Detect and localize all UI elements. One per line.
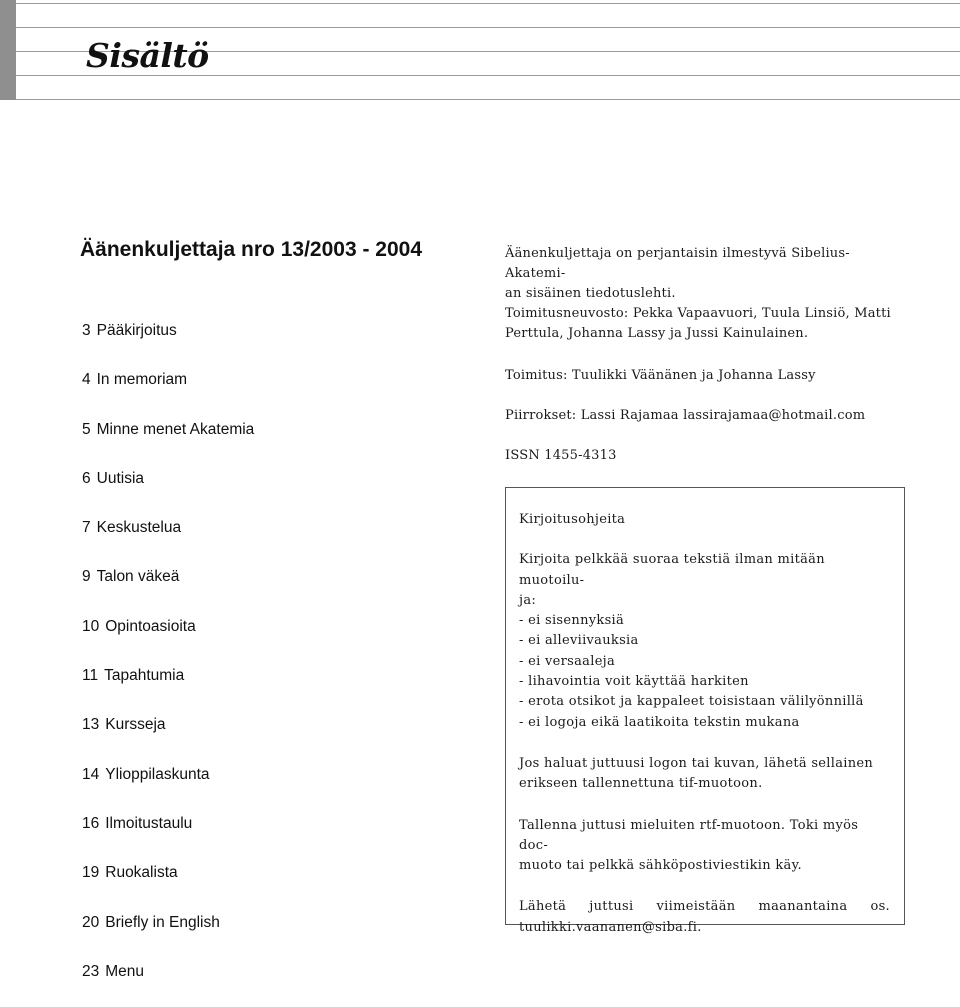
issue-heading: Äänenkuljettaja nro 13/2003 - 2004	[80, 238, 422, 261]
page-title: Sisältö	[86, 36, 209, 75]
toc-item[interactable]: 14 Ylioppilaskunta	[82, 765, 210, 783]
toc-item[interactable]: 6 Uutisia	[82, 469, 145, 487]
list-item: - ei versaaleja	[519, 652, 890, 672]
writing-guidelines-box	[505, 487, 905, 935]
editorial-board: Toimitusneuvosto: Pekka Vapaavuori, Tuula Linsiö, Matti Perttula, Johanna Lassy ja Jussi Kainulainen.	[505, 306, 891, 341]
list-item: - ei sisennyksiä	[519, 611, 890, 631]
staff-line	[16, 75, 960, 76]
staff-line	[16, 99, 960, 100]
toc-item[interactable]: 9 Talon väkeä	[82, 568, 180, 586]
guidelines-title: Kirjoitusohjeita	[519, 512, 626, 527]
contact-email[interactable]: tuulikki.vaananen@siba.fi.	[519, 919, 702, 935]
staff-line	[16, 3, 960, 4]
editors: Toimitus: Tuulikki Väänänen ja Johanna Lassy	[505, 368, 816, 383]
guidelines-format-note: Tallenna juttusi mieluiten rtf-muotoon. Toki myös doc- muoto tai pelkkä sähköpostiviestikin käy.	[519, 817, 859, 874]
publication-description: Äänenkuljettaja on perjantaisin ilmestyvä Sibelius-Akatemi- an sisäinen tiedotuslehti.	[505, 246, 850, 301]
guidelines-logo-note: Jos haluat juttuusi logon tai kuvan, lähetä sellainen erikseen tallennettuna tif-muotoon.	[519, 755, 874, 792]
toc-item[interactable]: 7 Keskustelua	[82, 519, 182, 537]
toc-item[interactable]: 5 Minne menet Akatemia	[82, 420, 255, 438]
toc-item[interactable]: 13 Kursseja	[82, 716, 166, 734]
toc-item[interactable]: 19 Ruokalista	[82, 864, 178, 882]
toc-item[interactable]: 16 Ilmoitustaulu	[82, 814, 193, 832]
illustrations-credit: Piirrokset: Lassi Rajamaa lassirajamaa@hotmail.com	[505, 408, 866, 423]
guidelines-intro: Kirjoita pelkkää suoraa tekstiä ilman mitään muotoilu- ja:	[519, 552, 825, 608]
toc-item[interactable]: 23 Menu	[82, 962, 145, 980]
issn: ISSN 1455-4313	[505, 448, 617, 463]
toc-item[interactable]: 20 Briefly in English	[82, 913, 220, 931]
staff-line	[16, 27, 960, 28]
list-item: - lihavointia voit käyttää harkiten	[519, 672, 890, 692]
guidelines-list	[519, 611, 890, 733]
toc-item[interactable]: 11 Tapahtumia	[82, 667, 185, 685]
list-item: - erota otsikot ja kappaleet toisistaan välilyönnillä	[519, 692, 890, 712]
toc-item[interactable]: 3 Pääkirjoitus	[82, 322, 177, 339]
table-of-contents	[82, 317, 254, 1007]
toc-item[interactable]: 4 In memoriam	[82, 371, 188, 389]
list-item: - ei logoja eikä laatikoita tekstin mukana	[519, 713, 890, 733]
guidelines-send-note: Lähetä juttusi viimeistään maanantaina os. tuulikki.vaananen@siba.fi.	[519, 899, 890, 935]
gray-margin-bar	[0, 0, 16, 100]
list-item: - ei alleviivauksia	[519, 631, 890, 651]
toc-item[interactable]: 10 Opintoasioita	[82, 617, 196, 635]
